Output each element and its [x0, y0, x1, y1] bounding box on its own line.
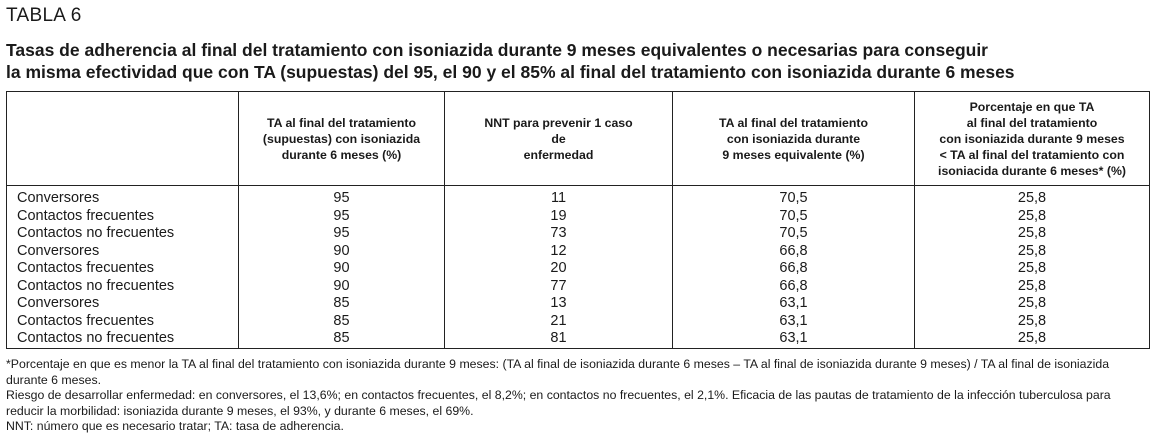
table-header-row — [7, 92, 1150, 186]
footnote: NNT: número que es necesario tratar; TA: tasa de adherencia. — [6, 419, 344, 433]
table-cell: 25,8 — [915, 278, 1150, 296]
table-cell: 25,8 — [915, 208, 1150, 226]
table-cell: 63,1 — [673, 295, 915, 313]
table-title — [6, 39, 1151, 83]
column-header-4 — [915, 92, 1150, 186]
table-row — [7, 208, 1150, 226]
table-cell: 66,8 — [673, 278, 915, 296]
table-cell: 70,5 — [673, 208, 915, 226]
column-header-line: al final del tratamiento — [966, 115, 1098, 130]
row-label: Conversores — [7, 243, 239, 261]
table-cell: 70,5 — [673, 186, 915, 208]
table-cell: 25,8 — [915, 330, 1150, 348]
row-label: Conversores — [7, 295, 239, 313]
column-header-line: NNT para prevenir 1 caso — [484, 115, 633, 130]
table-row — [7, 278, 1150, 296]
row-label: Contactos no frecuentes — [7, 330, 239, 348]
table-cell: 11 — [445, 186, 673, 208]
column-header-line: con isoniazida durante — [726, 131, 861, 146]
row-label: Contactos frecuentes — [7, 208, 239, 226]
column-header-2 — [445, 92, 673, 186]
table-cell: 66,8 — [673, 243, 915, 261]
table-cell: 63,1 — [673, 313, 915, 331]
table-row — [7, 225, 1150, 243]
column-header-line: TA al final del tratamiento — [719, 115, 868, 130]
column-header-3 — [673, 92, 915, 186]
table-cell: 90 — [239, 260, 445, 278]
table-cell: 13 — [445, 295, 673, 313]
table-cell: 85 — [239, 313, 445, 331]
column-header-line: TA al final del tratamiento — [267, 115, 416, 130]
table-row — [7, 313, 1150, 331]
row-label: Contactos frecuentes — [7, 260, 239, 278]
footnote: *Porcentaje en que es menor la TA al final del tratamiento con isoniazida durante 9 meses: (TA al final de isoniazida durante 6 meses – TA al final de isoniazida durante 9 meses) / TA al final de isoniazida durante 6 meses. — [6, 357, 1110, 387]
table-cell: 21 — [445, 313, 673, 331]
table-cell: 85 — [239, 295, 445, 313]
table-cell: 90 — [239, 243, 445, 261]
table-cell: 12 — [445, 243, 673, 261]
table-cell: 90 — [239, 278, 445, 296]
table-cell: 20 — [445, 260, 673, 278]
table-cell: 95 — [239, 186, 445, 208]
table-cell: 25,8 — [915, 225, 1150, 243]
column-header-line: isoniacida durante 6 meses* (%) — [938, 163, 1126, 178]
column-header-0 — [7, 92, 239, 186]
column-header-line: (supuestas) con isoniazida — [262, 131, 421, 146]
column-header-line: Porcentaje en que TA — [969, 99, 1095, 114]
table-row — [7, 330, 1150, 348]
row-label: Conversores — [7, 186, 239, 208]
title-line-1: Tasas de adherencia al final del tratamiento con isoniazida durante 9 meses equivalentes o necesarias para conseguir — [6, 40, 988, 60]
table-cell: 95 — [239, 208, 445, 226]
footnote: Riesgo de desarrollar enfermedad: en conversores, el 13,6%; en contactos frecuentes, el 8,2%; en contactos no frecuentes, el 2,1%. Eficacia de las pautas de tratamiento de la infección tuberculosa para reducir la morbilidad: isoniazida durante 9 meses, el 93%, y durante 6 meses, el 69%. — [6, 388, 1111, 418]
table-body — [7, 186, 1150, 349]
table-cell: 95 — [239, 225, 445, 243]
title-line-2: la misma efectividad que con TA (supuestas) del 95, el 90 y el 85% al final del tratamiento con isoniazida durante 6 meses — [6, 62, 1015, 82]
table-cell: 25,8 — [915, 186, 1150, 208]
table-label: TABLA 6 — [6, 5, 82, 26]
table-cell: 66,8 — [673, 260, 915, 278]
row-label: Contactos no frecuentes — [7, 278, 239, 296]
table-cell: 25,8 — [915, 243, 1150, 261]
table-cell: 85 — [239, 330, 445, 348]
table-cell: 70,5 — [673, 225, 915, 243]
table-row — [7, 243, 1150, 261]
column-header-line: enfermedad — [523, 147, 594, 162]
table-cell: 25,8 — [915, 260, 1150, 278]
table-row — [7, 295, 1150, 313]
table-cell: 63,1 — [673, 330, 915, 348]
table-cell: 25,8 — [915, 295, 1150, 313]
table-footnotes — [6, 357, 1151, 435]
adherence-table — [6, 91, 1150, 349]
row-label: Contactos no frecuentes — [7, 225, 239, 243]
column-header-line: durante 6 meses (%) — [281, 147, 402, 162]
table-cell: 81 — [445, 330, 673, 348]
column-header-line: de — [551, 131, 566, 146]
column-header-line: 9 meses equivalente (%) — [722, 147, 865, 162]
column-header-1 — [239, 92, 445, 186]
table-row — [7, 186, 1150, 208]
table-cell: 73 — [445, 225, 673, 243]
row-label: Contactos frecuentes — [7, 313, 239, 331]
table-cell: 77 — [445, 278, 673, 296]
column-header-line: con isoniazida durante 9 meses — [939, 131, 1125, 146]
table-row — [7, 260, 1150, 278]
table-cell: 25,8 — [915, 313, 1150, 331]
table-cell: 19 — [445, 208, 673, 226]
column-header-line: < TA al final del tratamiento con — [939, 147, 1125, 162]
